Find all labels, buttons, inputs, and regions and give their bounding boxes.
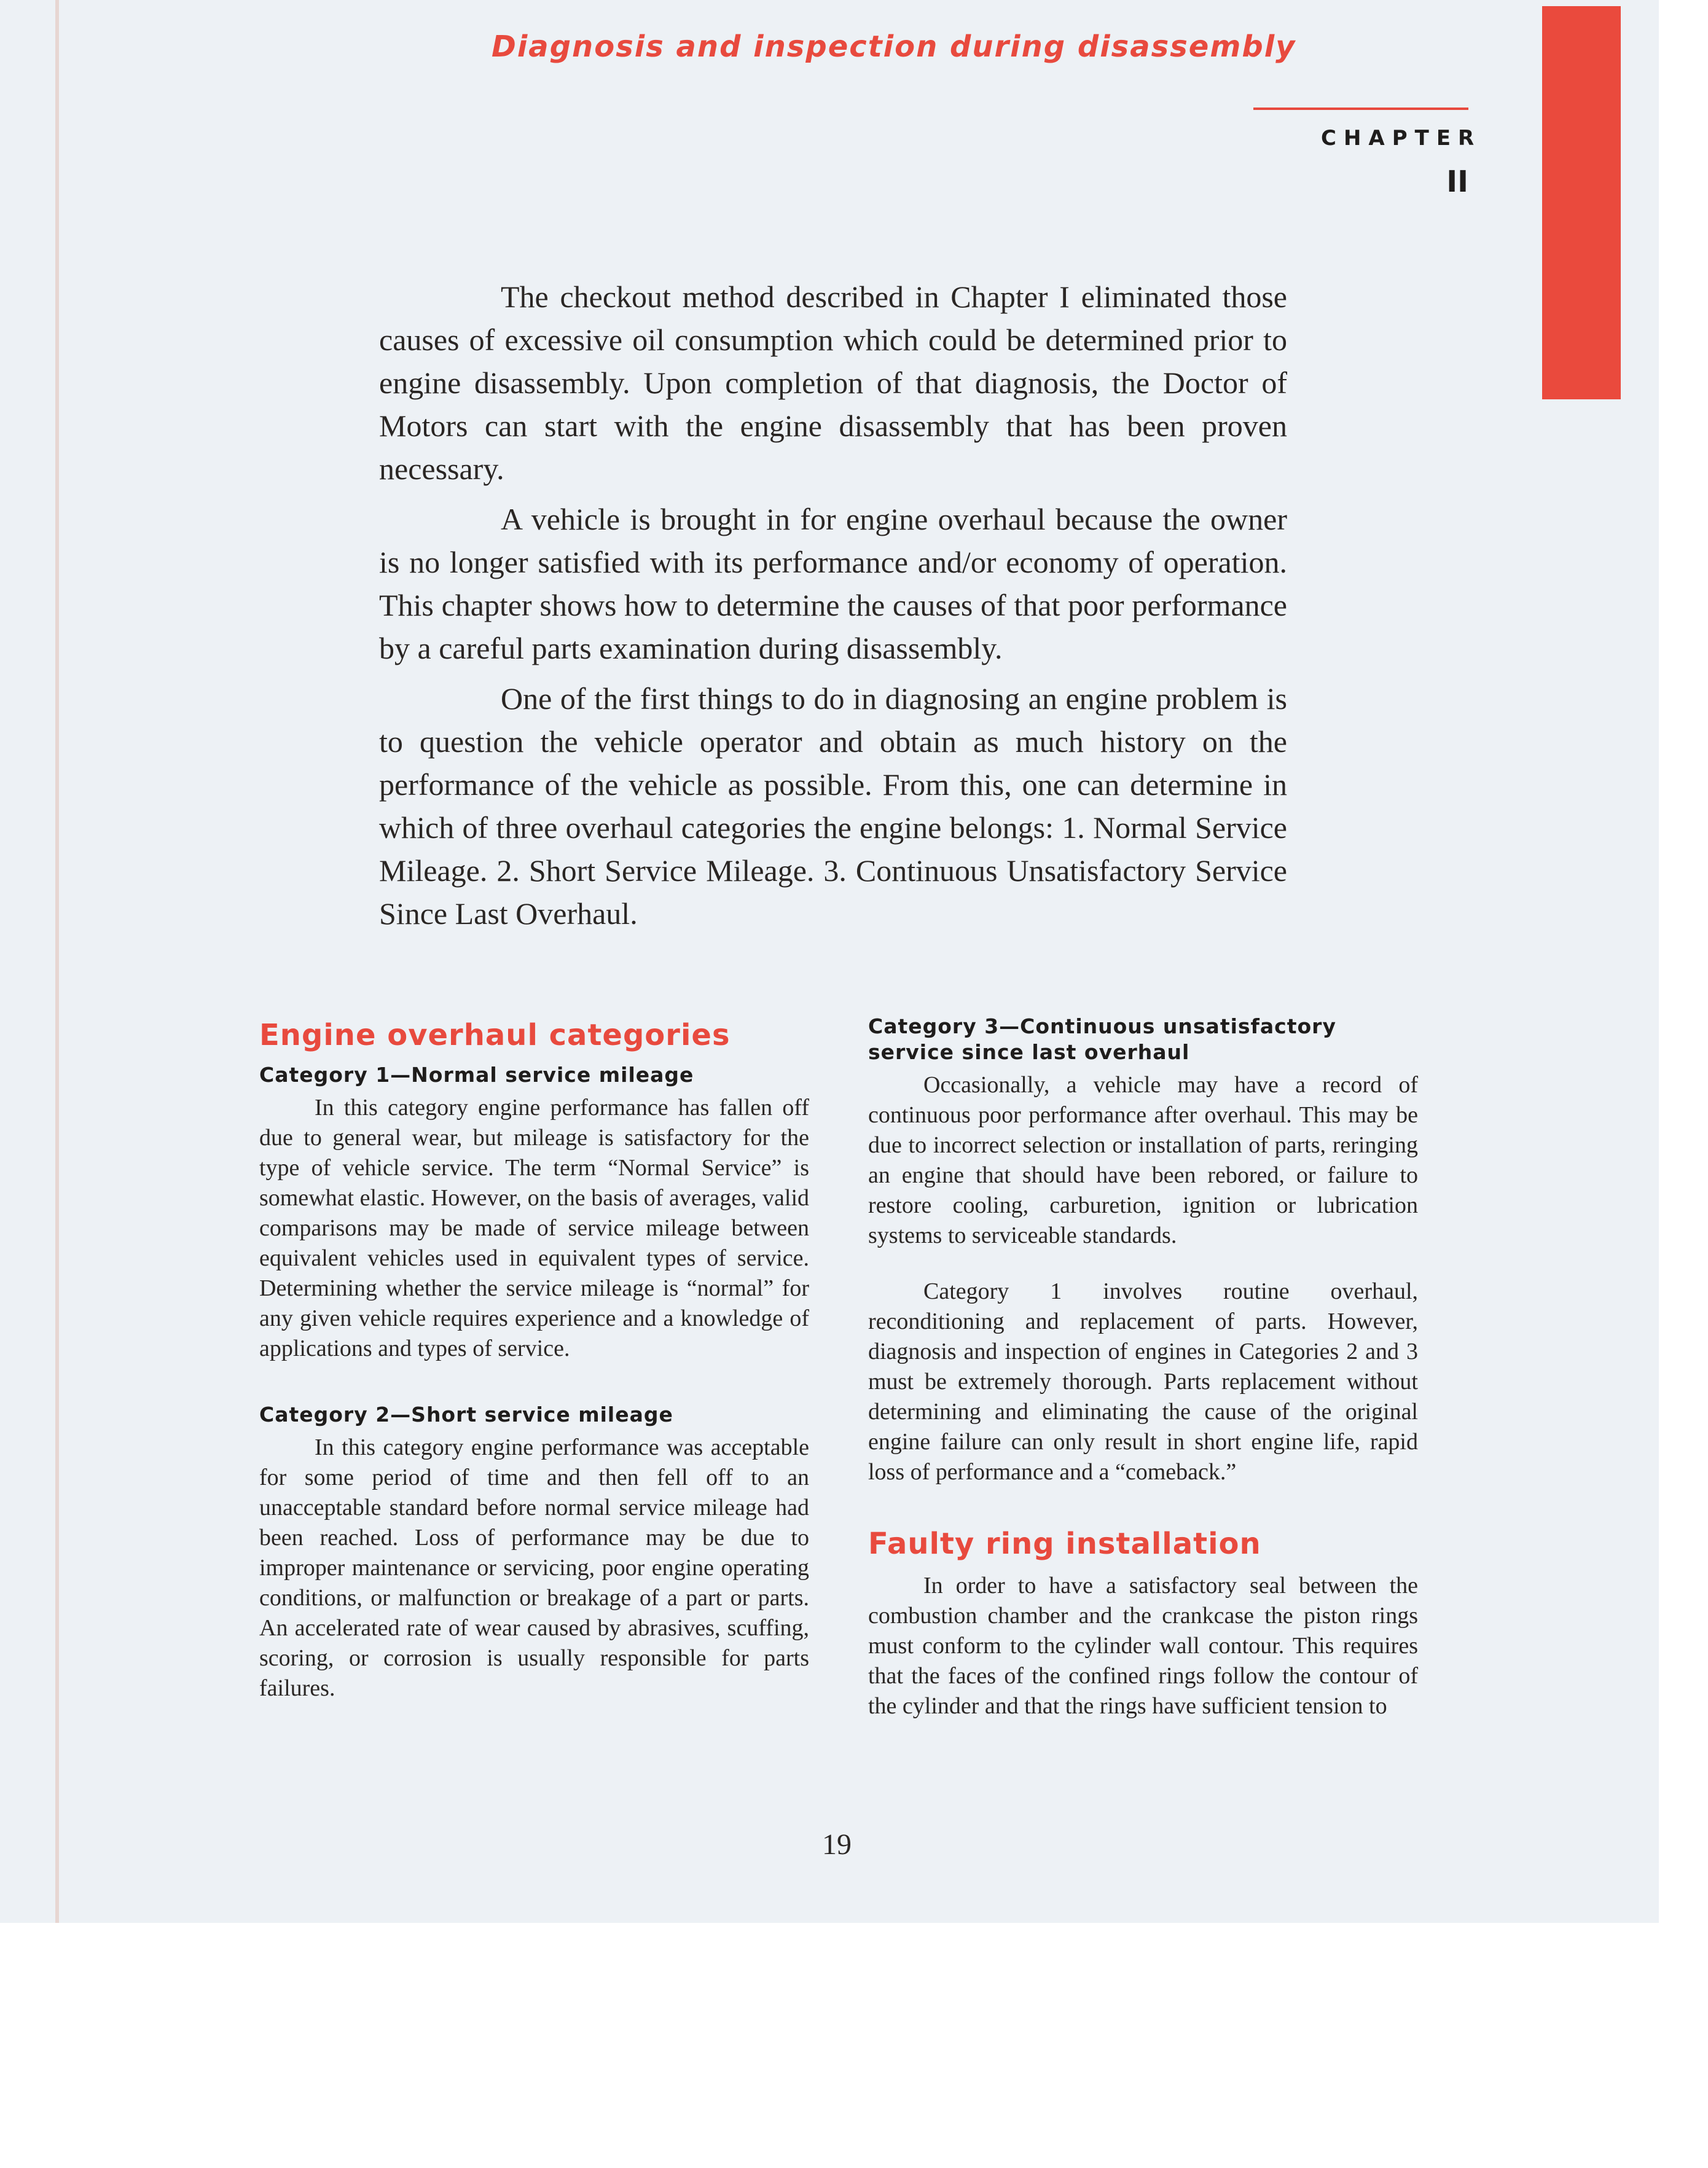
ring-paragraph: In order to have a satisfactory seal between the combustion chamber and the crankcase the piston rings must conform to the cylinder wall contour. This requires that the faces of the confined rings follow the contour of the cylinder and that the rings have sufficient tension to	[868, 1573, 1418, 1719]
category-3-title: Category 3—Continuous unsatisfactory service since last overhaul	[868, 1014, 1336, 1064]
section-title: Engine overhaul categories	[259, 1018, 731, 1052]
intro-paragraph: One of the first things to do in diagnosing an engine problem is to question the vehicle operator and obtain as much history on the performance of the vehicle as possible. From this, one can determine in which of three overhaul categories the engine belongs: 1. Normal Service Mileage. 2. Short Service Mileage. 3. Continuous Unsatisfactory Service Since Last Overhaul.	[379, 681, 1287, 931]
category-3-body: Occasionally, a vehicle may have a record of continuous poor performance after overhaul. This may be due to incorrect selection or installation of parts, reringing an engine that should have been rebored, or failure to restore cooling, carburetion, ignition or lubrication systems to serviceable standards.	[868, 1072, 1418, 1248]
chapter-tab	[1542, 6, 1621, 399]
right-column	[868, 1014, 1418, 1721]
section-title: Faulty ring installation	[868, 1527, 1261, 1561]
page-edge	[55, 0, 59, 1923]
category-1-body: In this category engine performance has fallen off due to general wear, but mileage is satisfactory for the type of vehicle service. The term “Normal Service” is somewhat elastic. However, on the basis of averages, valid comparisons may be made of service mileage between equivalent vehicles used in equivalent types of service. Determining whether the service mileage is “normal” for any given vehicle requires experience and a knowledge of applications and types of service.	[259, 1095, 809, 1361]
chapter-number: II	[1446, 165, 1468, 199]
intro-text	[379, 275, 1287, 942]
chapter-label: CHAPTER	[1321, 126, 1482, 151]
running-head: Diagnosis and inspection during disassembly	[492, 29, 1296, 64]
left-column	[259, 1017, 809, 1704]
summary-paragraph: Category 1 involves routine overhaul, reconditioning and replacement of parts. However, diagnosis and inspection of engines in Categories 2 and 3 must be extremely thorough. Parts replacement without determining and eliminating the cause of the original engine failure can only result in short engine life, rapid loss of performance and a “comeback.”	[868, 1278, 1418, 1485]
category-2-title: Category 2—Short service mileage	[259, 1403, 673, 1426]
category-2-body: In this category engine performance was acceptable for some period of time and then fell off to an unacceptable standard before normal service mileage had been reached. Loss of performance may be due to improper maintenance or servicing, poor engine operating conditions, or malfunction or breakage of a part or parts. An accelerated rate of wear caused by abrasives, scuffing, scoring, or corrosion is usually responsible for parts failures.	[259, 1434, 809, 1701]
chapter-rule	[1253, 108, 1468, 110]
category-1-title: Category 1—Normal service mileage	[259, 1063, 694, 1087]
intro-paragraph: The checkout method described in Chapter I eliminated those causes of excessive oil consumption which could be determined prior to engine disassembly. Upon completion of that diagnosis, the Doctor of Motors can start with the engine disassembly that has been proven necessary.	[379, 280, 1287, 486]
intro-paragraph: A vehicle is brought in for engine overhaul because the owner is no longer satisfied with its performance and/or economy of operation. This chapter shows how to determine the causes of that poor performance by a careful parts examination during disassembly.	[379, 502, 1287, 665]
page-number: 19	[822, 1828, 852, 1861]
